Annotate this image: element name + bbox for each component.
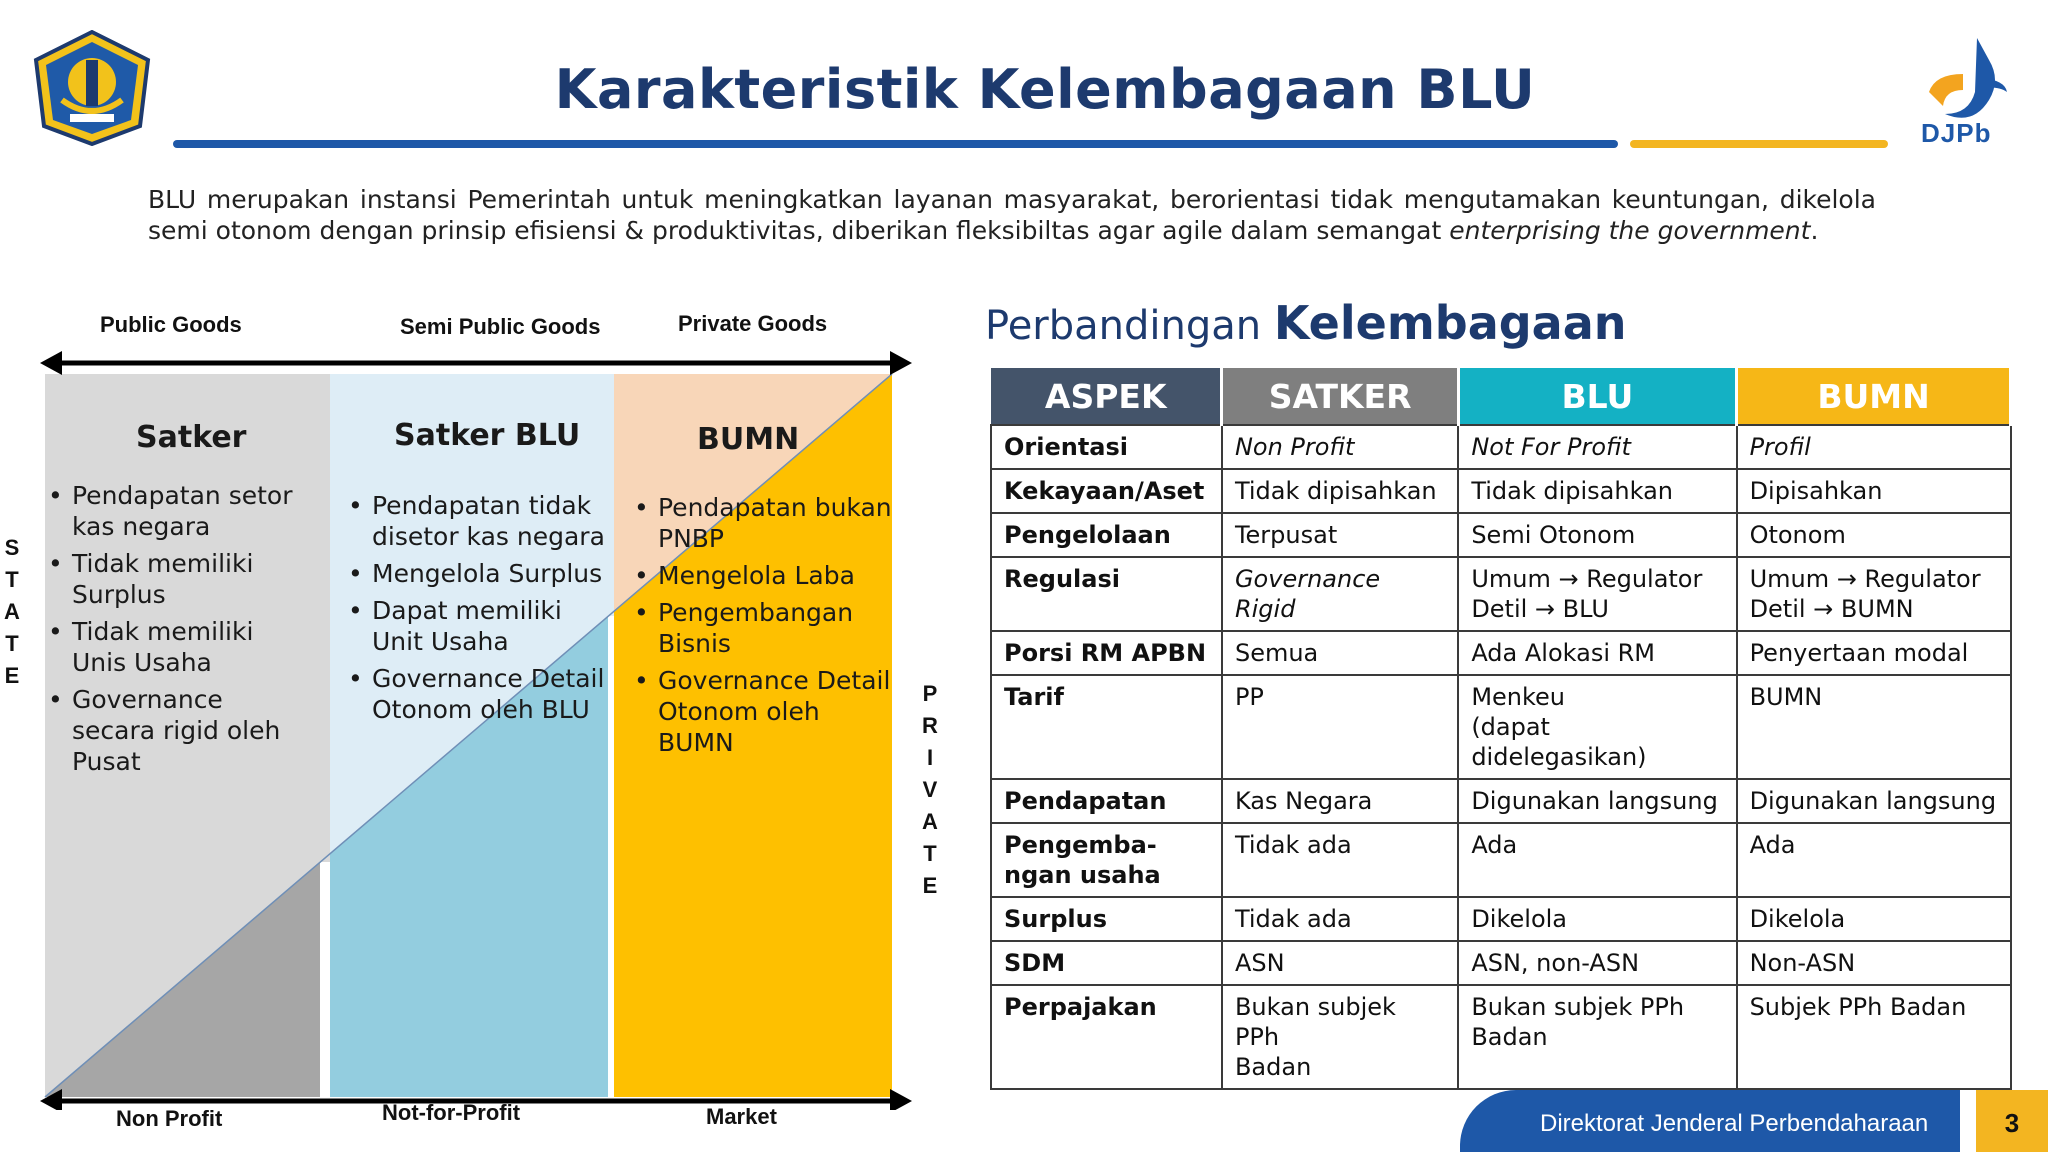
list-item: • Tidak memiliki Surplus bbox=[48, 548, 308, 610]
side-label-letter: P bbox=[922, 681, 938, 706]
label-semi-public-goods: Semi Public Goods bbox=[400, 314, 601, 339]
intro-italic: enterprising the government bbox=[1449, 216, 1811, 245]
table-cell-bumn: BUMN bbox=[1737, 675, 2011, 779]
table-cell-aspek: Orientasi bbox=[991, 425, 1222, 469]
label-private-goods: Private Goods bbox=[678, 311, 828, 336]
comparison-table-body bbox=[991, 425, 2011, 1089]
table-cell-satker: Tidak dipisahkan bbox=[1222, 469, 1458, 513]
table-cell-satker: Bukan subjek PPh Badan bbox=[1222, 985, 1458, 1089]
comparison-title bbox=[985, 296, 1627, 350]
comparison-title-bold: Kelembagaan bbox=[1273, 296, 1627, 350]
side-label-letter: A bbox=[922, 809, 938, 834]
table-row bbox=[991, 823, 2011, 897]
list-item: • Governance Detail Otonom oleh BLU bbox=[348, 663, 618, 725]
side-label-letter: V bbox=[922, 777, 938, 802]
table-row bbox=[991, 779, 2011, 823]
side-label-letter: T bbox=[923, 841, 937, 866]
state-side-label bbox=[0, 532, 24, 692]
table-row bbox=[991, 631, 2011, 675]
list-item: • Pendapatan bukan PNBP bbox=[634, 492, 894, 554]
intro-paragraph bbox=[148, 184, 1876, 246]
table-cell-blu: Ada bbox=[1458, 823, 1736, 897]
table-cell-satker: Terpusat bbox=[1222, 513, 1458, 557]
table-row bbox=[991, 897, 2011, 941]
header-aspek: ASPEK bbox=[991, 368, 1222, 425]
table-cell-satker: Non Profit bbox=[1222, 425, 1458, 469]
table-cell-aspek: Pengemba- ngan usaha bbox=[991, 823, 1222, 897]
comparison-table bbox=[990, 368, 2012, 1090]
table-cell-aspek: Kekayaan/Aset bbox=[991, 469, 1222, 513]
side-label-letter: S bbox=[4, 535, 20, 560]
list-item: • Mengelola Laba bbox=[634, 560, 894, 591]
table-cell-blu: Semi Otonom bbox=[1458, 513, 1736, 557]
table-cell-satker: Tidak ada bbox=[1222, 823, 1458, 897]
title-rule-blue bbox=[173, 140, 1618, 148]
table-cell-aspek: Regulasi bbox=[991, 557, 1222, 631]
table-cell-blu: Ada Alokasi RM bbox=[1458, 631, 1736, 675]
label-public-goods: Public Goods bbox=[100, 312, 242, 337]
table-cell-blu: Tidak dipisahkan bbox=[1458, 469, 1736, 513]
table-cell-satker: Tidak ada bbox=[1222, 897, 1458, 941]
side-label-letter: A bbox=[4, 599, 20, 624]
table-row bbox=[991, 513, 2011, 557]
footer-org: Direktorat Jenderal Perbendaharaan bbox=[1540, 1110, 1929, 1137]
header-satker: SATKER bbox=[1222, 368, 1458, 425]
table-cell-satker: Semua bbox=[1222, 631, 1458, 675]
col-satker-bullets bbox=[48, 480, 308, 783]
table-row bbox=[991, 941, 2011, 985]
table-row bbox=[991, 557, 2011, 631]
page-number: 3 bbox=[2004, 1108, 2020, 1138]
table-cell-bumn: Ada bbox=[1737, 823, 2011, 897]
col-title-satker-blu: Satker BLU bbox=[394, 418, 581, 453]
table-cell-blu: Not For Profit bbox=[1458, 425, 1736, 469]
table-cell-blu: Bukan subjek PPh Badan bbox=[1458, 985, 1736, 1089]
label-not-for-profit: Not-for-Profit bbox=[382, 1100, 521, 1125]
side-label-letter: T bbox=[5, 567, 19, 592]
table-row bbox=[991, 469, 2011, 513]
table-cell-aspek: SDM bbox=[991, 941, 1222, 985]
table-cell-bumn: Penyertaan modal bbox=[1737, 631, 2011, 675]
side-label-letter: R bbox=[922, 713, 938, 738]
list-item: • Pengembangan Bisnis bbox=[634, 597, 894, 659]
col-title-satker: Satker bbox=[136, 420, 247, 455]
list-item: • Mengelola Surplus bbox=[348, 558, 618, 589]
table-cell-bumn: Otonom bbox=[1737, 513, 2011, 557]
side-label-letter: E bbox=[4, 663, 20, 688]
djpb-logo-text: DJPb bbox=[1921, 118, 1992, 148]
list-item: • Governance secara rigid oleh Pusat bbox=[48, 684, 308, 777]
table-cell-blu: Digunakan langsung bbox=[1458, 779, 1736, 823]
table-row bbox=[991, 985, 2011, 1089]
side-label-letter: T bbox=[5, 631, 19, 656]
table-cell-aspek: Pendapatan bbox=[991, 779, 1222, 823]
list-item: • Tidak memiliki Unis Usaha bbox=[48, 616, 308, 678]
intro-text: BLU merupakan instansi Pemerintah untuk meningkatkan layanan masyarakat, berorientasi tidak mengutamakan keuntungan, dikelola semi otonom dengan prinsip efisiensi & produktivitas, diberikan fleksibiltas agar agile dalam semangat bbox=[148, 185, 1876, 245]
table-row bbox=[991, 425, 2011, 469]
table-cell-aspek: Porsi RM APBN bbox=[991, 631, 1222, 675]
private-side-label bbox=[918, 678, 942, 902]
intro-end: . bbox=[1810, 216, 1819, 245]
list-item: • Dapat memiliki Unit Usaha bbox=[348, 595, 618, 657]
col-title-bumn: BUMN bbox=[697, 422, 800, 457]
list-item: • Governance Detail Otonom oleh BUMN bbox=[634, 665, 894, 758]
table-cell-blu: Umum → Regulator Detil → BLU bbox=[1458, 557, 1736, 631]
table-cell-bumn: Digunakan langsung bbox=[1737, 779, 2011, 823]
comparison-title-prefix: Perbandingan bbox=[985, 303, 1262, 349]
side-label-letter: E bbox=[922, 873, 938, 898]
table-cell-bumn: Dikelola bbox=[1737, 897, 2011, 941]
label-market: Market bbox=[706, 1104, 777, 1129]
kemenkeu-logo bbox=[32, 30, 152, 146]
list-item: • Pendapatan tidak disetor kas negara bbox=[348, 490, 618, 552]
page-title: Karakteristik Kelembagaan BLU bbox=[554, 58, 1536, 121]
table-cell-bumn: Non-ASN bbox=[1737, 941, 2011, 985]
side-label-letter: I bbox=[926, 745, 934, 770]
table-cell-aspek: Surplus bbox=[991, 897, 1222, 941]
col-satker-blu-bullets bbox=[348, 490, 618, 731]
table-cell-aspek: Tarif bbox=[991, 675, 1222, 779]
table-cell-bumn: Umum → Regulator Detil → BUMN bbox=[1737, 557, 2011, 631]
title-rule-gold bbox=[1630, 140, 1888, 148]
header-blu: BLU bbox=[1458, 368, 1736, 425]
table-row bbox=[991, 675, 2011, 779]
table-cell-blu: Menkeu (dapat didelegasikan) bbox=[1458, 675, 1736, 779]
header-bumn: BUMN bbox=[1737, 368, 2011, 425]
table-cell-aspek: Perpajakan bbox=[991, 985, 1222, 1089]
table-cell-bumn: Profil bbox=[1737, 425, 2011, 469]
table-cell-bumn: Dipisahkan bbox=[1737, 469, 2011, 513]
table-cell-satker: Kas Negara bbox=[1222, 779, 1458, 823]
table-cell-satker: Governance Rigid bbox=[1222, 557, 1458, 631]
table-cell-satker: PP bbox=[1222, 675, 1458, 779]
col-bumn-bullets bbox=[634, 492, 894, 764]
label-non-profit: Non Profit bbox=[116, 1106, 223, 1131]
table-cell-satker: ASN bbox=[1222, 941, 1458, 985]
table-cell-bumn: Subjek PPh Badan bbox=[1737, 985, 2011, 1089]
list-item: • Pendapatan setor kas negara bbox=[48, 480, 308, 542]
table-cell-aspek: Pengelolaan bbox=[991, 513, 1222, 557]
table-cell-blu: Dikelola bbox=[1458, 897, 1736, 941]
table-cell-blu: ASN, non-ASN bbox=[1458, 941, 1736, 985]
